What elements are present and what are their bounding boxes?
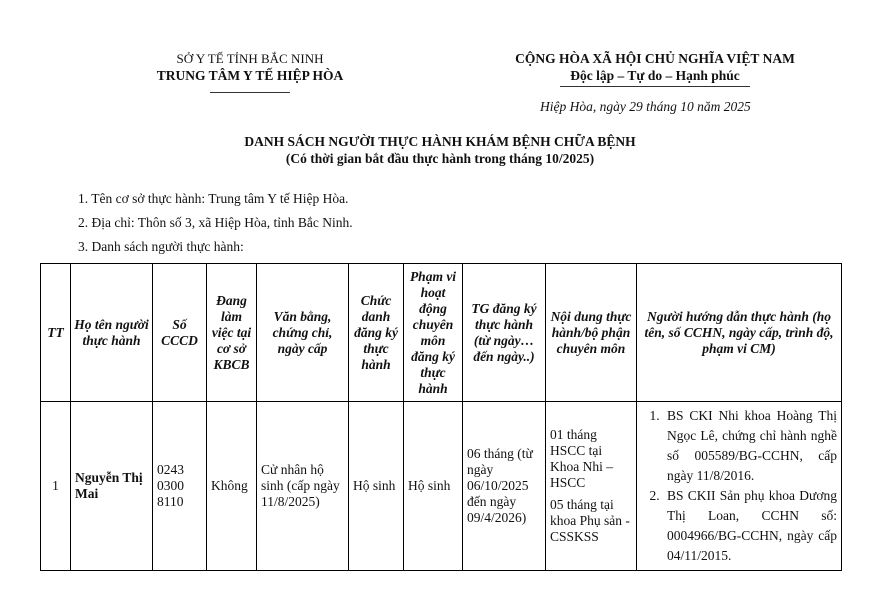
col-header-supervisor: Người hướng dẫn thực hành (họ tên, số CCHN, ngày cấp, trình độ, phạm vi CM) <box>637 264 842 402</box>
cell-tt: 1 <box>41 402 71 571</box>
table-header-row <box>41 264 842 402</box>
col-header-name: Họ tên người thực hành <box>71 264 153 402</box>
department-name: SỞ Y TẾ TỈNH BẮC NINH <box>176 51 324 66</box>
info-list-label: 3. Danh sách người thực hành: <box>78 239 244 254</box>
col-header-working: Đang làm việc tại cơ sở KBCB <box>207 264 257 402</box>
info-address: 2. Địa chỉ: Thôn số 3, xã Hiệp Hòa, tỉnh Bắc Ninh. <box>78 215 353 230</box>
col-header-scope: Phạm vi hoạt động chuyên môn đăng ký thực hành <box>404 264 463 402</box>
cell-duration: 06 tháng (từ ngày 06/10/2025 đến ngày 09/4/2026) <box>463 402 546 571</box>
document-title <box>0 133 869 167</box>
content-item-2: 05 tháng tại khoa Phụ sản - CSSKSS <box>550 497 630 544</box>
supervisor-list <box>641 406 837 566</box>
cell-working: Không <box>207 402 257 571</box>
col-header-content: Nội dung thực hành/bộ phận chuyên môn <box>546 264 637 402</box>
republic-name: CỘNG HÒA XÃ HỘI CHỦ NGHĨA VIỆT NAM <box>515 51 795 66</box>
content-item-1: 01 tháng HSCC tại Khoa Nhi – HSCC <box>550 427 613 490</box>
practitioner-table <box>40 263 842 571</box>
cell-name: Nguyễn Thị Mai <box>71 402 153 571</box>
header-left <box>130 50 370 93</box>
col-header-title: Chức danh đăng ký thực hành <box>349 264 404 402</box>
title-main: DANH SÁCH NGƯỜI THỰC HÀNH KHÁM BỆNH CHỮA BỆNH <box>244 134 636 149</box>
table-row <box>41 402 842 571</box>
cell-degree: Cử nhân hộ sinh (cấp ngày 11/8/2025) <box>257 402 349 571</box>
col-header-degree: Văn bằng, chứng chỉ, ngày cấp <box>257 264 349 402</box>
col-header-cccd: Số CCCD <box>153 264 207 402</box>
national-motto: Độc lập – Tự do – Hạnh phúc <box>570 68 740 83</box>
cell-title: Hộ sinh <box>349 402 404 571</box>
col-header-duration: TG đăng ký thực hành (từ ngày…đến ngày..) <box>463 264 546 402</box>
header-left-rule <box>210 92 290 93</box>
supervisor-item-2: 2. BS CKII Sản phụ khoa Dương Thị Loan, CCHN số: 0004966/BG-CCHN, ngày cấp 04/11/2015. <box>663 486 837 566</box>
header-right <box>490 50 820 87</box>
cell-content <box>546 402 637 571</box>
cell-scope: Hộ sinh <box>404 402 463 571</box>
cell-supervisor <box>637 402 842 571</box>
cell-cccd: 0243 0300 8110 <box>153 402 207 571</box>
title-sub: (Có thời gian bắt đầu thực hành trong tháng 10/2025) <box>285 151 595 166</box>
place-date: Hiệp Hòa, ngày 29 tháng 10 năm 2025 <box>540 99 751 114</box>
header-right-rule <box>560 86 750 87</box>
center-name: TRUNG TÂM Y TẾ HIỆP HÒA <box>156 68 344 83</box>
supervisor-item-1: 1. BS CKI Nhi khoa Hoàng Thị Ngọc Lê, chứng chỉ hành nghề số 005589/BG-CCHN, cấp ngày 11/8/2016. <box>663 406 837 486</box>
info-facility: 1. Tên cơ sở thực hành: Trung tâm Y tế Hiệp Hòa. <box>78 191 349 206</box>
col-header-tt: TT <box>41 264 71 402</box>
